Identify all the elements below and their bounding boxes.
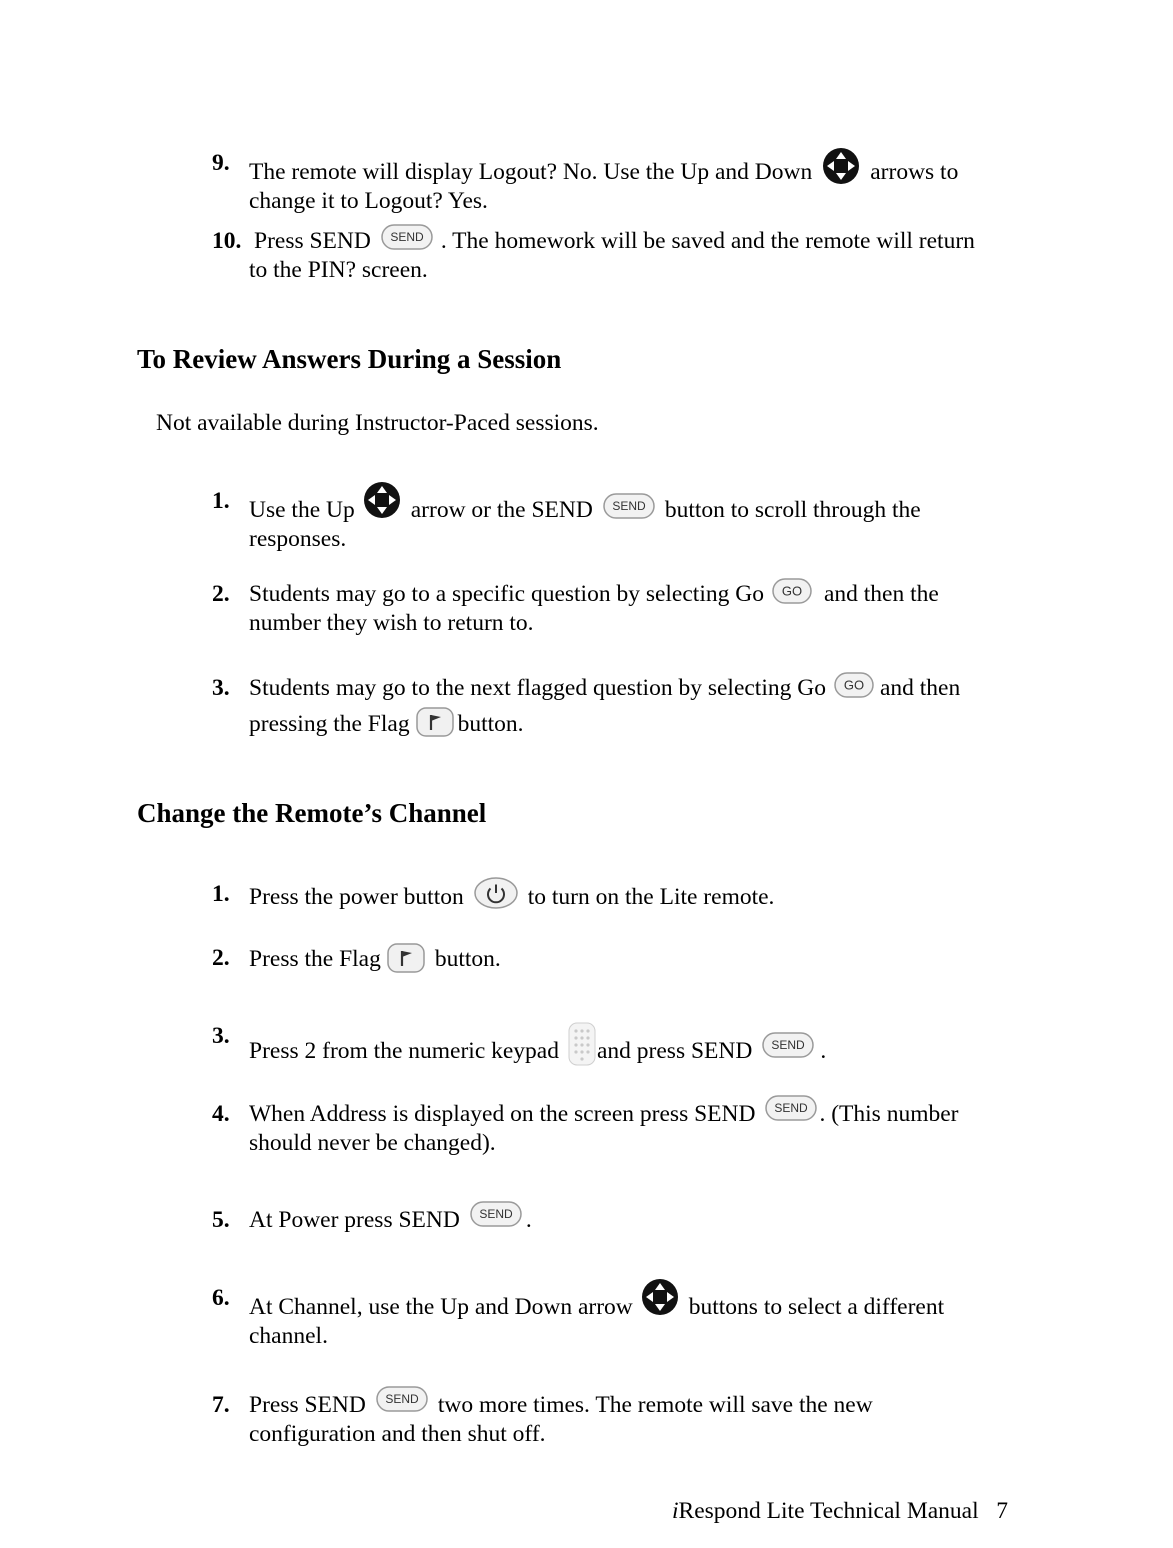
send-icon (376, 1386, 428, 1412)
keypad-icon (567, 1022, 597, 1066)
list-number: 1. (212, 881, 230, 907)
item-text: and then (879, 675, 961, 701)
item-text: . (525, 1207, 532, 1233)
item-text: Press the Flag (249, 946, 381, 972)
send-icon (603, 493, 655, 519)
item-text: pressing the Flag (249, 711, 410, 737)
item-text: arrow or the SEND (410, 497, 593, 523)
dpad-icon (822, 147, 860, 185)
item-text: Press SEND (254, 228, 371, 254)
send-icon (381, 224, 433, 250)
list-number: 2. (212, 945, 230, 971)
item-text-line-2: channel. (249, 1323, 328, 1349)
item-text: Press 2 from the numeric keypad (249, 1038, 559, 1064)
footer-italic-prefix: i (672, 1498, 679, 1524)
list-number: 5. (212, 1207, 230, 1233)
list-number: 6. (212, 1285, 230, 1311)
list-number: 1. (212, 488, 230, 514)
flag-icon (387, 943, 425, 973)
item-text: arrows to (870, 159, 959, 185)
send-label: SEND (479, 1207, 513, 1221)
send-icon (762, 1032, 814, 1058)
item-text: and then the (823, 581, 939, 607)
page-footer (672, 1497, 1008, 1526)
item-text: . (This number (819, 1101, 959, 1127)
list-number: 4. (212, 1101, 230, 1127)
send-label: SEND (612, 499, 646, 513)
send-label: SEND (390, 230, 424, 244)
item-text: button. (457, 711, 524, 737)
item-text: and press SEND (597, 1038, 753, 1064)
item-text-line-2: should never be changed). (249, 1130, 496, 1156)
item-text-line-2: number they wish to return to. (249, 610, 534, 636)
send-label: SEND (385, 1392, 419, 1406)
item-text-line-2: responses. (249, 526, 347, 552)
item-text: to turn on the Lite remote. (527, 884, 775, 910)
list-number: 10. (212, 228, 242, 254)
footer-title: Respond Lite Technical Manual (678, 1498, 979, 1524)
dpad-icon (363, 481, 401, 519)
flag-icon (416, 707, 454, 737)
list-number: 3. (212, 1023, 230, 1049)
item-text-line-2: configuration and then shut off. (249, 1421, 546, 1447)
item-text: Press SEND (249, 1392, 366, 1418)
go-icon (834, 672, 874, 698)
item-text: At Power press SEND (249, 1207, 460, 1233)
go-label: GO (781, 583, 803, 599)
item-text: two more times. The remote will save the new (437, 1392, 873, 1418)
item-text: When Address is displayed on the screen press SEND (249, 1101, 756, 1127)
item-text: Students may go to the next flagged question by selecting Go (249, 675, 826, 701)
section-note: Not available during Instructor-Paced sessions. (156, 410, 599, 436)
send-icon (470, 1201, 522, 1227)
send-label: SEND (774, 1101, 809, 1115)
page-number: 7 (996, 1498, 1008, 1524)
item-text: Press the power button (249, 884, 464, 910)
go-icon (772, 578, 812, 604)
item-text: At Channel, use the Up and Down arrow (249, 1294, 633, 1320)
item-text: The remote will display Logout? No. Use the Up and Down (249, 159, 813, 185)
item-text: Students may go to a specific question by selecting Go (249, 581, 764, 607)
send-icon (765, 1095, 817, 1121)
item-text: button. (434, 946, 501, 972)
item-text: . The homework will be saved and the remote will return (440, 228, 975, 254)
item-text-line-2: change it to Logout? Yes. (249, 188, 488, 214)
section-heading-review: To Review Answers During a Session (137, 344, 562, 374)
item-text-line-2: to the PIN? screen. (249, 257, 428, 283)
power-icon (474, 877, 518, 909)
list-number: 7. (212, 1392, 230, 1418)
list-number: 2. (212, 581, 230, 607)
list-number: 9. (212, 150, 230, 176)
item-text: buttons to select a different (688, 1294, 945, 1320)
go-label: GO (843, 677, 865, 693)
dpad-icon (641, 1278, 679, 1316)
list-number: 3. (212, 675, 230, 701)
send-label: SEND (771, 1038, 806, 1052)
item-text: button to scroll through the (664, 497, 921, 523)
item-text: Use the Up (249, 497, 355, 523)
item-text: . (820, 1038, 827, 1064)
section-heading-channel: Change the Remote’s Channel (137, 798, 487, 828)
